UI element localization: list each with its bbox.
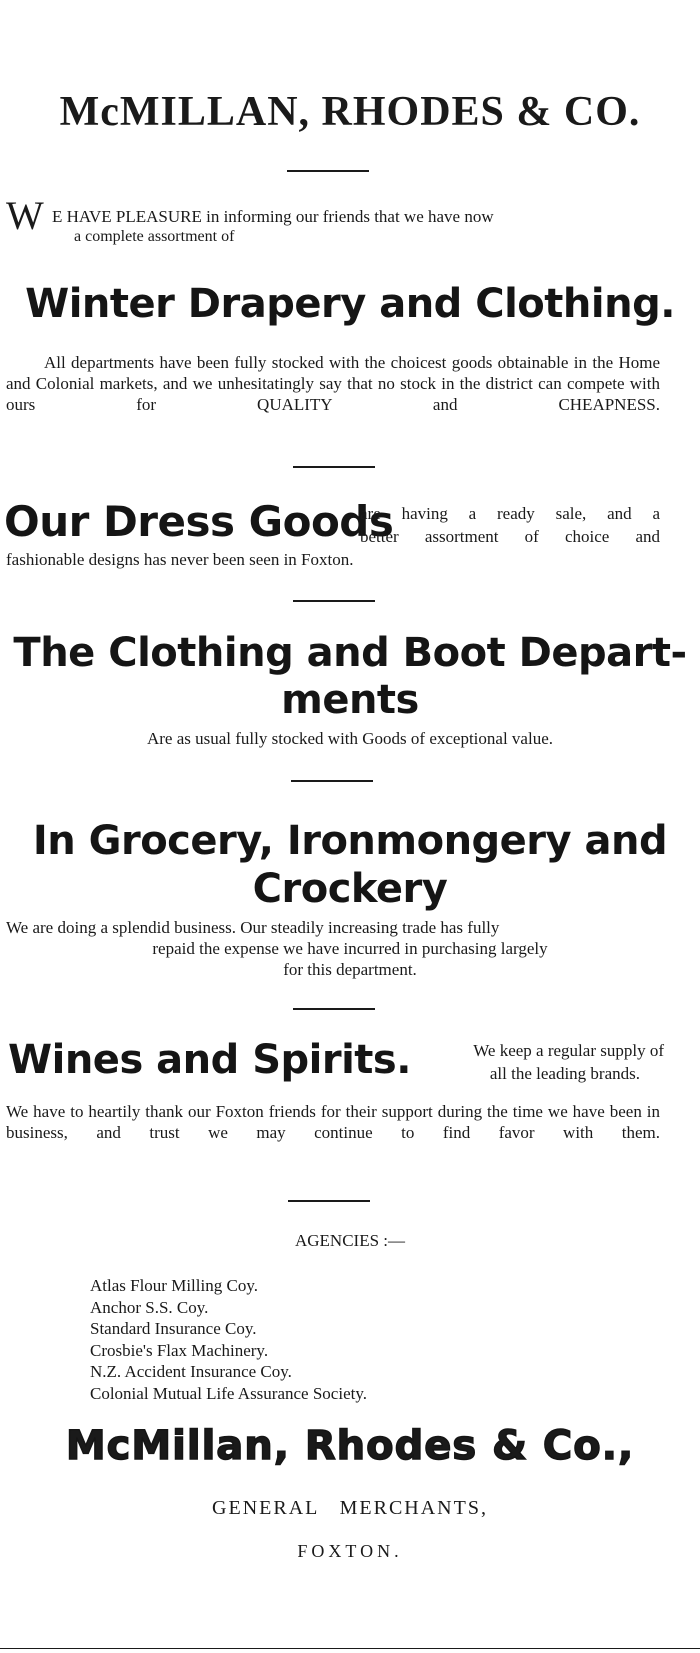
agency-item: Anchor S.S. Coy. [90,1297,209,1317]
winter-heading: Winter Drapery and Clothing. [25,281,675,327]
clothing-heading-line-2: ments [281,677,419,723]
clothing-body: Are as usual fully stocked with Goods of exceptional value. [146,729,553,748]
divider-3 [293,600,375,602]
agencies-heading: AGENCIES :— [294,1231,406,1250]
footer-town: FOXTON. [297,1541,403,1561]
divider-2 [293,466,375,468]
winter-body: All departments have been fully stocked with the choicest goods obtainable in the Home and Colonial markets, and we unhesitatingly say that no stock in the district can compete with ours for QUALITY and CHEAPNESS. [6,353,660,414]
grocery-heading-line-1: In Grocery, Ironmongery and [32,818,668,864]
divider-4 [291,780,373,782]
dress-line-2: better assortment of choice and [360,527,660,546]
wines-side-line-2: all the leading brands. [489,1064,640,1083]
firm-title: McMILLAN, RHODES & CO. [59,89,641,135]
wines-heading: Wines and Spirits. [8,1037,411,1083]
agency-item: Standard Insurance Coy. [90,1319,257,1338]
clothing-heading-line-1: The Clothing and Boot Depart- [13,630,687,676]
divider-1 [287,170,369,172]
intro-second-line: a complete assortment of [74,228,235,245]
wines-side-line-1: We keep a regular supply of [473,1041,664,1060]
intro-first-line: E HAVE PLEASURE in informing our friends that we have now [52,207,494,226]
agency-item: Crosbie's Flax Machinery. [90,1340,269,1360]
agency-item: Atlas Flour Milling Coy. [90,1276,258,1295]
dress-line-1: are having a ready sale, and a [360,504,660,523]
grocery-line-1: We are doing a splendid business. Our steadily increasing trade has fully [6,918,500,937]
agencies-list [90,1275,367,1404]
divider-6 [288,1200,370,1202]
wines-thanks: We have to heartily thank our Foxton friends for their support during the time we have been in business, and trust we may continue to find favor with them. [6,1102,660,1142]
agency-item: Colonial Mutual Life Assurance Society. [90,1383,367,1403]
intro-drop-cap: W [6,193,44,238]
grocery-line-3: for this department. [283,960,417,979]
grocery-line-2: repaid the expense we have incurred in purchasing largely [152,939,548,958]
footer-subtitle: GENERAL MERCHANTS, [212,1497,488,1519]
agency-item: N.Z. Accident Insurance Coy. [90,1362,292,1381]
footer-firm-name: McMillan, Rhodes & Co., [65,1423,635,1469]
dress-heading: Our Dress Goods [4,497,394,546]
divider-5 [293,1008,375,1010]
grocery-heading-line-2: Crockery [252,866,448,912]
bottom-border [0,1648,700,1649]
dress-line-3: fashionable designs has never been seen in Foxton. [6,550,354,569]
